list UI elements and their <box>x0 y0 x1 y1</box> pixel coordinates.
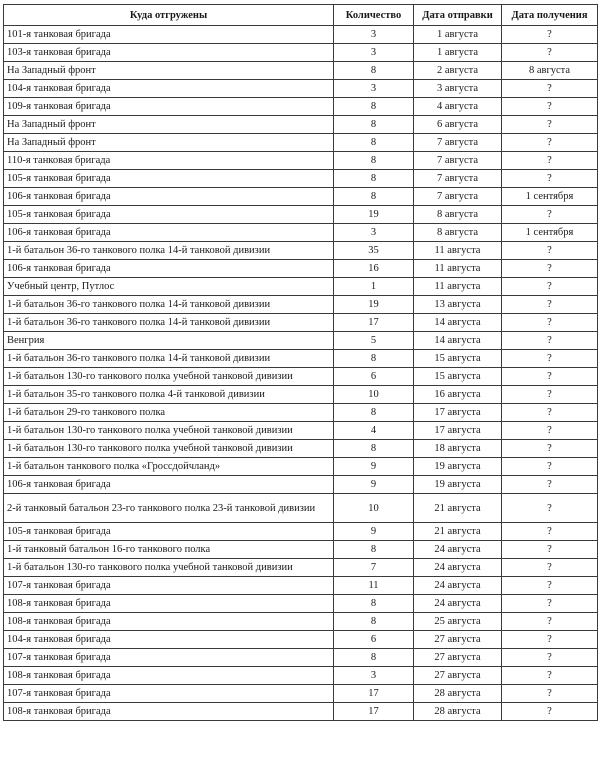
cell-ship-date: 13 августа <box>414 296 502 314</box>
cell-destination: Учебный центр, Путлос <box>4 278 334 296</box>
cell-ship-date: 17 августа <box>414 422 502 440</box>
cell-destination: 2-й танковый батальон 23-го танкового полка 23-й танковой дивизии <box>4 494 334 523</box>
cell-ship-date: 15 августа <box>414 368 502 386</box>
cell-receive-date: ? <box>502 116 598 134</box>
cell-quantity: 8 <box>334 152 414 170</box>
cell-receive-date: ? <box>502 242 598 260</box>
cell-destination: 103-я танковая бригада <box>4 44 334 62</box>
cell-ship-date: 27 августа <box>414 649 502 667</box>
cell-ship-date: 11 августа <box>414 242 502 260</box>
cell-ship-date: 8 августа <box>414 224 502 242</box>
cell-destination: 106-я танковая бригада <box>4 188 334 206</box>
cell-destination: 105-я танковая бригада <box>4 170 334 188</box>
cell-receive-date: ? <box>502 350 598 368</box>
table-row <box>4 80 598 98</box>
cell-ship-date: 6 августа <box>414 116 502 134</box>
cell-ship-date: 15 августа <box>414 350 502 368</box>
table-row <box>4 577 598 595</box>
table-row <box>4 494 598 523</box>
cell-quantity: 7 <box>334 559 414 577</box>
column-header-ship-date: Дата отправки <box>414 5 502 26</box>
cell-destination: 1-й батальон 130-го танкового полка учебной танковой дивизии <box>4 559 334 577</box>
cell-quantity: 8 <box>334 404 414 422</box>
cell-receive-date: ? <box>502 44 598 62</box>
cell-receive-date: ? <box>502 649 598 667</box>
table-row <box>4 188 598 206</box>
cell-quantity: 8 <box>334 541 414 559</box>
cell-receive-date: ? <box>502 667 598 685</box>
table-row <box>4 260 598 278</box>
cell-quantity: 19 <box>334 296 414 314</box>
cell-quantity: 3 <box>334 667 414 685</box>
cell-destination: 105-я танковая бригада <box>4 206 334 224</box>
cell-quantity: 8 <box>334 613 414 631</box>
cell-quantity: 19 <box>334 206 414 224</box>
cell-destination: 104-я танковая бригада <box>4 80 334 98</box>
cell-quantity: 6 <box>334 368 414 386</box>
cell-quantity: 10 <box>334 494 414 523</box>
cell-destination: 106-я танковая бригада <box>4 476 334 494</box>
table-header-row <box>4 5 598 26</box>
cell-quantity: 8 <box>334 170 414 188</box>
cell-destination: 1-й батальон 36-го танкового полка 14-й танковой дивизии <box>4 350 334 368</box>
cell-destination: 107-я танковая бригада <box>4 649 334 667</box>
table-row <box>4 685 598 703</box>
cell-quantity: 6 <box>334 631 414 649</box>
cell-destination: 1-й батальон 36-го танкового полка 14-й танковой дивизии <box>4 314 334 332</box>
cell-ship-date: 18 августа <box>414 440 502 458</box>
table-row <box>4 458 598 476</box>
cell-receive-date: 1 сентября <box>502 188 598 206</box>
table-row <box>4 170 598 188</box>
table-row <box>4 703 598 721</box>
cell-ship-date: 24 августа <box>414 559 502 577</box>
cell-quantity: 4 <box>334 422 414 440</box>
table-row <box>4 404 598 422</box>
table-row <box>4 26 598 44</box>
cell-ship-date: 28 августа <box>414 703 502 721</box>
cell-destination: 1-й танковый батальон 16-го танкового полка <box>4 541 334 559</box>
cell-ship-date: 27 августа <box>414 667 502 685</box>
cell-receive-date: ? <box>502 523 598 541</box>
shipment-table <box>3 4 598 721</box>
cell-ship-date: 11 августа <box>414 278 502 296</box>
cell-destination: 109-я танковая бригада <box>4 98 334 116</box>
cell-destination: На Западный фронт <box>4 116 334 134</box>
table-row <box>4 224 598 242</box>
cell-quantity: 8 <box>334 188 414 206</box>
cell-ship-date: 7 августа <box>414 188 502 206</box>
cell-ship-date: 24 августа <box>414 595 502 613</box>
cell-quantity: 1 <box>334 278 414 296</box>
cell-receive-date: ? <box>502 494 598 523</box>
cell-quantity: 17 <box>334 685 414 703</box>
cell-receive-date: ? <box>502 260 598 278</box>
cell-quantity: 8 <box>334 134 414 152</box>
cell-ship-date: 8 августа <box>414 206 502 224</box>
cell-destination: 1-й батальон 36-го танкового полка 14-й танковой дивизии <box>4 296 334 314</box>
table-row <box>4 296 598 314</box>
cell-quantity: 16 <box>334 260 414 278</box>
cell-receive-date: ? <box>502 152 598 170</box>
cell-destination: 106-я танковая бригада <box>4 224 334 242</box>
cell-ship-date: 7 августа <box>414 134 502 152</box>
cell-receive-date: ? <box>502 134 598 152</box>
cell-receive-date: 1 сентября <box>502 224 598 242</box>
cell-ship-date: 19 августа <box>414 458 502 476</box>
cell-receive-date: ? <box>502 170 598 188</box>
cell-ship-date: 11 августа <box>414 260 502 278</box>
cell-receive-date: ? <box>502 631 598 649</box>
table-row <box>4 314 598 332</box>
cell-quantity: 3 <box>334 44 414 62</box>
cell-quantity: 17 <box>334 314 414 332</box>
table-row <box>4 278 598 296</box>
cell-quantity: 35 <box>334 242 414 260</box>
cell-quantity: 11 <box>334 577 414 595</box>
cell-ship-date: 1 августа <box>414 44 502 62</box>
cell-receive-date: 8 августа <box>502 62 598 80</box>
cell-destination: 105-я танковая бригада <box>4 523 334 541</box>
cell-ship-date: 21 августа <box>414 494 502 523</box>
cell-ship-date: 1 августа <box>414 26 502 44</box>
table-row <box>4 667 598 685</box>
cell-quantity: 3 <box>334 26 414 44</box>
cell-destination: Венгрия <box>4 332 334 350</box>
cell-ship-date: 7 августа <box>414 152 502 170</box>
table-row <box>4 134 598 152</box>
table-row <box>4 332 598 350</box>
cell-receive-date: ? <box>502 685 598 703</box>
cell-receive-date: ? <box>502 577 598 595</box>
cell-ship-date: 16 августа <box>414 386 502 404</box>
table-row <box>4 440 598 458</box>
cell-destination: На Западный фронт <box>4 62 334 80</box>
table-row <box>4 559 598 577</box>
cell-destination: 1-й батальон 36-го танкового полка 14-й танковой дивизии <box>4 242 334 260</box>
cell-destination: 107-я танковая бригада <box>4 685 334 703</box>
cell-ship-date: 21 августа <box>414 523 502 541</box>
cell-receive-date: ? <box>502 595 598 613</box>
cell-ship-date: 2 августа <box>414 62 502 80</box>
cell-receive-date: ? <box>502 440 598 458</box>
table-row <box>4 98 598 116</box>
cell-destination: На Западный фронт <box>4 134 334 152</box>
cell-ship-date: 14 августа <box>414 332 502 350</box>
cell-quantity: 5 <box>334 332 414 350</box>
cell-destination: 101-я танковая бригада <box>4 26 334 44</box>
cell-receive-date: ? <box>502 278 598 296</box>
cell-destination: 110-я танковая бригада <box>4 152 334 170</box>
cell-receive-date: ? <box>502 613 598 631</box>
cell-receive-date: ? <box>502 458 598 476</box>
table-row <box>4 631 598 649</box>
table-row <box>4 422 598 440</box>
cell-quantity: 3 <box>334 80 414 98</box>
cell-ship-date: 7 августа <box>414 170 502 188</box>
cell-receive-date: ? <box>502 541 598 559</box>
table-row <box>4 386 598 404</box>
cell-destination: 1-й батальон 130-го танкового полка учебной танковой дивизии <box>4 422 334 440</box>
cell-ship-date: 24 августа <box>414 577 502 595</box>
cell-quantity: 8 <box>334 62 414 80</box>
cell-receive-date: ? <box>502 80 598 98</box>
table-row <box>4 44 598 62</box>
cell-ship-date: 3 августа <box>414 80 502 98</box>
cell-quantity: 8 <box>334 649 414 667</box>
table-row <box>4 476 598 494</box>
cell-quantity: 8 <box>334 595 414 613</box>
cell-receive-date: ? <box>502 206 598 224</box>
cell-receive-date: ? <box>502 296 598 314</box>
cell-destination: 1-й батальон 35-го танкового полка 4-й танковой дивизии <box>4 386 334 404</box>
cell-receive-date: ? <box>502 703 598 721</box>
cell-destination: 1-й батальон танкового полка «Гроссдойчланд» <box>4 458 334 476</box>
cell-quantity: 8 <box>334 98 414 116</box>
cell-quantity: 9 <box>334 458 414 476</box>
cell-destination: 104-я танковая бригада <box>4 631 334 649</box>
cell-quantity: 9 <box>334 476 414 494</box>
cell-destination: 107-я танковая бригада <box>4 577 334 595</box>
cell-receive-date: ? <box>502 98 598 116</box>
cell-receive-date: ? <box>502 404 598 422</box>
cell-destination: 108-я танковая бригада <box>4 703 334 721</box>
table-row <box>4 62 598 80</box>
cell-ship-date: 28 августа <box>414 685 502 703</box>
cell-receive-date: ? <box>502 386 598 404</box>
cell-quantity: 3 <box>334 224 414 242</box>
table-row <box>4 350 598 368</box>
cell-destination: 106-я танковая бригада <box>4 260 334 278</box>
cell-quantity: 8 <box>334 350 414 368</box>
cell-destination: 108-я танковая бригада <box>4 595 334 613</box>
cell-quantity: 8 <box>334 116 414 134</box>
cell-receive-date: ? <box>502 314 598 332</box>
cell-ship-date: 25 августа <box>414 613 502 631</box>
table-row <box>4 649 598 667</box>
cell-receive-date: ? <box>502 559 598 577</box>
cell-quantity: 9 <box>334 523 414 541</box>
cell-ship-date: 19 августа <box>414 476 502 494</box>
table-row <box>4 152 598 170</box>
cell-destination: 1-й батальон 130-го танкового полка учебной танковой дивизии <box>4 440 334 458</box>
table-row <box>4 523 598 541</box>
cell-destination: 108-я танковая бригада <box>4 667 334 685</box>
column-header-quantity: Количество <box>334 5 414 26</box>
table-row <box>4 368 598 386</box>
table-row <box>4 613 598 631</box>
table-row <box>4 242 598 260</box>
cell-receive-date: ? <box>502 476 598 494</box>
cell-destination: 1-й батальон 29-го танкового полка <box>4 404 334 422</box>
cell-ship-date: 4 августа <box>414 98 502 116</box>
cell-quantity: 17 <box>334 703 414 721</box>
table-row <box>4 116 598 134</box>
table-row <box>4 541 598 559</box>
cell-receive-date: ? <box>502 26 598 44</box>
column-header-receive-date: Дата получения <box>502 5 598 26</box>
table-row <box>4 595 598 613</box>
cell-destination: 1-й батальон 130-го танкового полка учебной танковой дивизии <box>4 368 334 386</box>
cell-ship-date: 14 августа <box>414 314 502 332</box>
column-header-destination: Куда отгружены <box>4 5 334 26</box>
table-row <box>4 206 598 224</box>
table-body <box>4 26 598 721</box>
cell-receive-date: ? <box>502 332 598 350</box>
cell-destination: 108-я танковая бригада <box>4 613 334 631</box>
cell-receive-date: ? <box>502 422 598 440</box>
cell-quantity: 8 <box>334 440 414 458</box>
cell-receive-date: ? <box>502 368 598 386</box>
cell-ship-date: 27 августа <box>414 631 502 649</box>
cell-ship-date: 24 августа <box>414 541 502 559</box>
cell-ship-date: 17 августа <box>414 404 502 422</box>
cell-quantity: 10 <box>334 386 414 404</box>
shipment-table-page <box>3 4 597 721</box>
